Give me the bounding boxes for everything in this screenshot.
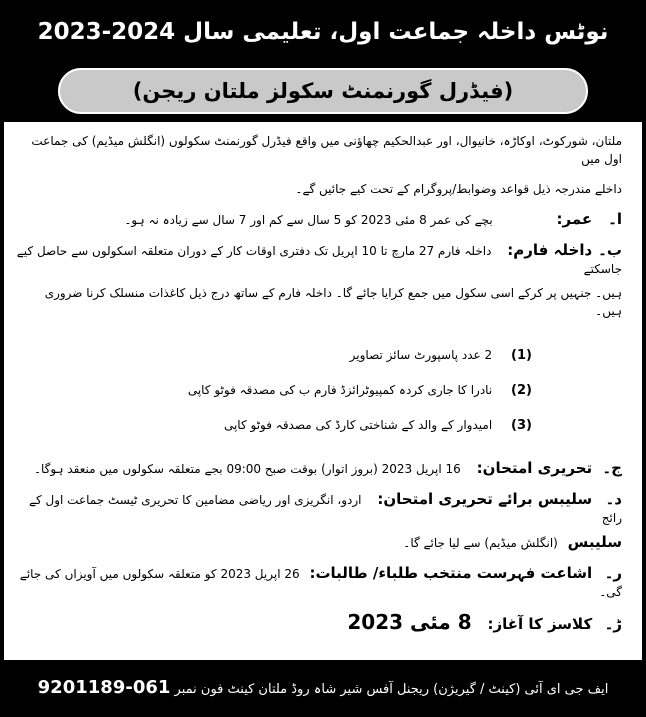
document-text: 2 عدد پاسپورٹ سائز تصاویر [349, 348, 493, 362]
notice-title: نوٹس داخلہ جماعت اول، تعلیمی سال 2024-2023 [37, 19, 609, 45]
item-label: سلیبس برائے تحریری امتحان: [377, 490, 593, 508]
item-text: اردو، انگریزی اور ریاضی مضامین کا تحریری ٹیسٹ جماعت اول کے رائج [28, 493, 622, 525]
item-text: 16 اپریل 2023 (بروز اتوار) بوقت صبح 09:00 بجے متعلقہ سکولوں میں منعقد ہوگا۔ [33, 462, 461, 476]
item-text: 8 مئی 2023 [347, 610, 472, 634]
item-text: 26 اپریل 2023 کو متعلقہ سکولوں میں آویزاں کی جائے گی۔ [19, 567, 622, 599]
document-item [16, 346, 622, 365]
item-marker: ر۔ [604, 564, 622, 582]
item-text: (انگلش میڈیم) سے لیا جائے گا۔ [403, 536, 558, 550]
item-age [16, 210, 622, 229]
item-text: داخلہ فارم 27 مارچ تا 10 اپریل تک دفتری اوقات کار کے دوران متعلقہ اسکولوں سے حاصل کیے جاسکتے [16, 244, 622, 276]
item-admission-form-cont: ہیں۔ جنہیں پر کرکے اسی سکول میں جمع کرایا جائے گا۔ داخلہ فارم کے ساتھ درج ذیل کاغذات منسلک کرنا ضروری ہیں۔ [44, 286, 622, 318]
item-written-test [16, 459, 622, 478]
document-number: (1) [511, 348, 532, 363]
item-label: کلاسز کا آغاز: [487, 615, 593, 633]
item-syllabus-cont [16, 533, 622, 552]
intro-line-2: داخلے مندرجہ ذیل قواعد وضوابط/پروگرام کے تحت کیے جائیں گے۔ [295, 182, 622, 196]
footer-address: ایف جی ای آئی (کینٹ / گیریژن) ریجنل آفس شیر شاہ روڈ ملتان کینٹ فون نمبر [174, 682, 609, 697]
item-label: سلیبس [567, 533, 622, 551]
intro-line-1: ملتان، شورکوٹ، اوکاڑہ، خانیوال، اور عبدالحکیم چھاؤنی میں واقع فیڈرل گورنمنٹ سکولوں (انگلش میڈیم) کی جماعت اول میں [31, 134, 622, 166]
item-marker: د۔ [605, 490, 622, 508]
header-banner [0, 0, 646, 120]
document-item [16, 381, 622, 400]
item-label: تحریری امتحان: [476, 459, 593, 477]
document-number: (3) [511, 418, 532, 433]
item-result-list [16, 564, 622, 601]
item-admission-form [16, 241, 622, 278]
document-number: (2) [511, 383, 532, 398]
document-text: امیدوار کے والد کے شناختی کارڈ کی مصدقہ فوٹو کاپی [223, 418, 493, 432]
footer-phone: 061-9201189 [37, 677, 171, 698]
item-label: داخلہ فارم: [507, 241, 593, 259]
item-marker: ج۔ [602, 459, 622, 477]
item-marker: ڑ۔ [604, 615, 622, 633]
notice-body [3, 121, 643, 661]
item-marker: ب۔ [598, 241, 622, 259]
notice-subtitle: (فیڈرل گورنمنٹ سکولز ملتان ریجن) [58, 68, 588, 114]
item-label: عمر: [556, 210, 593, 228]
document-item [16, 416, 622, 435]
item-text: بچے کی عمر 8 مئی 2023 کو 5 سال سے کم اور 7 سال سے زیادہ نہ ہو۔ [124, 213, 493, 227]
item-label: اشاعت فہرست منتخب طلباء/ طالبات: [309, 564, 593, 582]
item-marker: ا۔ [608, 210, 622, 228]
item-classes-start [16, 610, 622, 634]
item-syllabus [16, 490, 622, 527]
document-text: نادرا کا جاری کردہ کمپیوٹرائزڈ فارم ب کی مصدقہ فوٹو کاپی [187, 383, 493, 397]
